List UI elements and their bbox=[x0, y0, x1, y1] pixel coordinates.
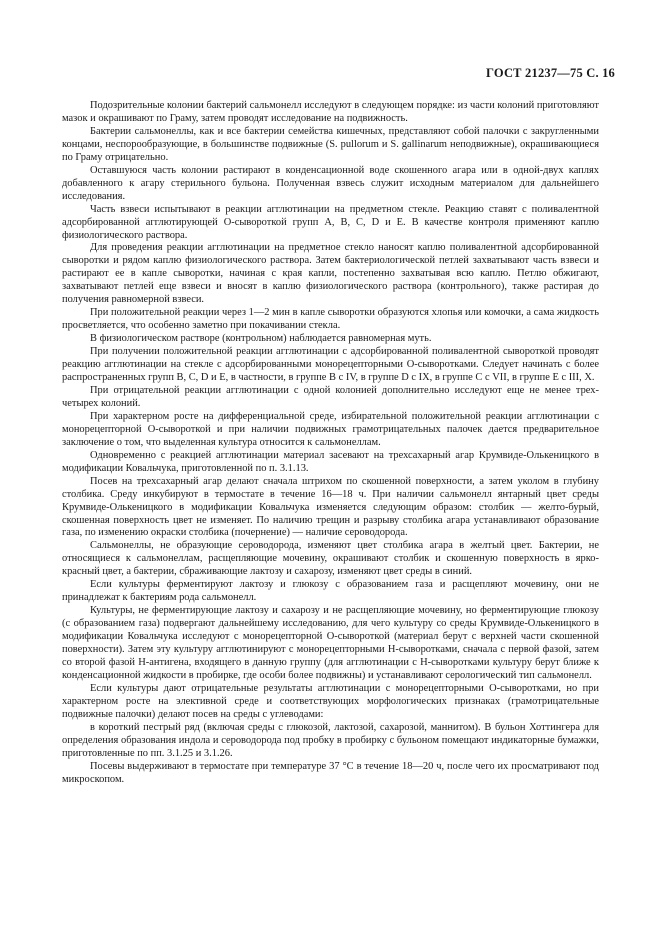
paragraph: В физиологическом растворе (контрольном) наблюдается равномерная муть. bbox=[90, 333, 432, 345]
document-body bbox=[62, 100, 599, 787]
paragraph: При отрицательной реакции агглютинации с одной колонией дополнительно исследуют еще не менее трех-четырех колоний. bbox=[62, 384, 599, 409]
paragraph: При характерном росте на дифференциальной среде, избирательной положительной реакции агглютинации с монорецепторной О-сывороткой и при наличии подвижных грамотрицательных палочек дается предварительное заключение о том, что выделенная культура относится к сальмонеллам. bbox=[62, 410, 599, 448]
paragraph: Бактерии сальмонеллы, как и все бактерии семейства кишечных, представляют собой палочки с закругленными концами, неспорообразующие, в большинстве подвижные (S. pullorum и S. gallinarum неподвижные), окрашивающиеся по Граму отрицательно. bbox=[62, 125, 599, 163]
paragraph: Посев на трехсахарный агар делают сначала штрихом по скошенной поверхности, а затем уколом в глубину столбика. Среду инкубируют в термостате в течение 16—18 ч. При наличии сальмонелл янтарный цвет среды Крумвиде-Олькеницкого в модификации Ковальчука изменяется следующим образом: столбик — желто-бурый, скошенная поверхность цвет не изменяет. По наличию трещин и разрыву столбика агара устанавливают образование газа, по изменению окраски столбика (почернение) — наличие сероводорода. bbox=[62, 475, 599, 539]
paragraph: Если культуры дают отрицательные результаты агглютинации с монорецепторными О-сыворотками, но при характерном росте на элективной среде и соответствующих морфологических признаках (грамотрицательные подвижные палочки) делают посев на среды с углеводами: bbox=[62, 682, 599, 720]
paragraph: Оставшуюся часть колонии растирают в конденсационной воде скошенного агара или в одной-двух каплях добавленного к агару стерильного бульона. Полученная взвесь служит исходным материалом для дальнейшего исследования. bbox=[62, 164, 599, 202]
page-header: ГОСТ 21237—75 С. 16 bbox=[486, 66, 615, 80]
paragraph: При положительной реакции через 1—2 мин в капле сыворотки образуются хлопья или комочки, а сама жидкость просветляется, что особенно заметно при покачивании стекла. bbox=[62, 307, 599, 332]
paragraph: Культуры, не ферментирующие лактозу и сахарозу и не расщепляющие мочевину, но ферментирующие глюкозу (с образованием газа) подвергают дальнейшему исследованию, для чего культуру со среды Крумвиде-Олькеницкого в модификации Ковальчука исследуют с монорецепторной О-сывороткой (материал берут с верхней части скошенной поверхности). Затем эту культуру агглютинируют с монорецепторными Н-сыворотками, сначала с первой фазой, затем со второй фазой Н-антигена, входящего в данную группу (для агглютинации с Н-сыворотками культуру берут ближе к конденсационной жидкости в пробирке, где особи более подвижны) и устанавливают серологический тип сальмонелл. bbox=[62, 605, 599, 681]
paragraph: Одновременно с реакцией агглютинации материал засевают на трехсахарный агар Крумвиде-Олькеницкого в модификации Ковальчука, приготовленной по п. 3.1.13. bbox=[62, 449, 599, 474]
paragraph: Для проведения реакции агглютинации на предметное стекло наносят каплю поливалентной адсорбированной сыворотки и рядом каплю физиологического раствора. Затем бактериологической петлей захватывают часть взвеси и растирают ее в капле сыворотки, начиная с края капли, постепенно захватывая всю каплю. Петлю обжигают, захватывают петлей еще взвеси и вносят в каплю физиологического раствора (контрольного), также растирая до получения равномерной взвеси. bbox=[62, 242, 599, 306]
paragraph: Подозрительные колонии бактерий сальмонелл исследуют в следующем порядке: из части колоний приготовляют мазок и окрашивают по Граму, затем проводят исследование на подвижность. bbox=[62, 100, 599, 124]
paragraph: в короткий пестрый ряд (включая среды с глюкозой, лактозой, сахарозой, маннитом). В бульон Хоттингера для определения образования индола и сероводорода под пробку в пробирку с бульоном помещают индикаторные бумажки, приготовленные по пп. 3.1.25 и 3.1.26. bbox=[62, 721, 599, 759]
paragraph: Посевы выдерживают в термостате при температуре 37 °С в течение 18—20 ч, после чего их просматривают под микроскопом. bbox=[62, 760, 599, 785]
paragraph: Сальмонеллы, не образующие сероводорода, изменяют цвет столбика агара в желтый цвет. Бактерии, не относящиеся к сальмонеллам, расщепляющие мочевину, окрашивают столбик и скошенную поверхность в ярко-красный цвет, а бактерии, сбраживающие лактозу и сахарозу, изменяют цвет среды в синий. bbox=[62, 540, 599, 578]
paragraph: При получении положительной реакции агглютинации с адсорбированной поливалентной сывороткой проводят реакцию агглютинации на стекле с адсорбированными монорецепторными О-сыворотками. Следует начинать с более распространенных групп В, С, D и Е, в частности, в группе В с IV, в группе D с IX, в группе С с VII, в группе Е с III, X. bbox=[62, 346, 599, 384]
paragraph: Если культуры ферментируют лактозу и глюкозу с образованием газа и расщепляют мочевину, они не принадлежат к бактериям рода сальмонелл. bbox=[62, 579, 599, 604]
paragraph: Часть взвеси испытывают в реакции агглютинации на предметном стекле. Реакцию ставят с поливалентной адсорбированной агглютирующей О-сывороткой групп А, В, С, D и Е. В качестве контроля применяют каплю физиологического раствора. bbox=[62, 203, 599, 241]
